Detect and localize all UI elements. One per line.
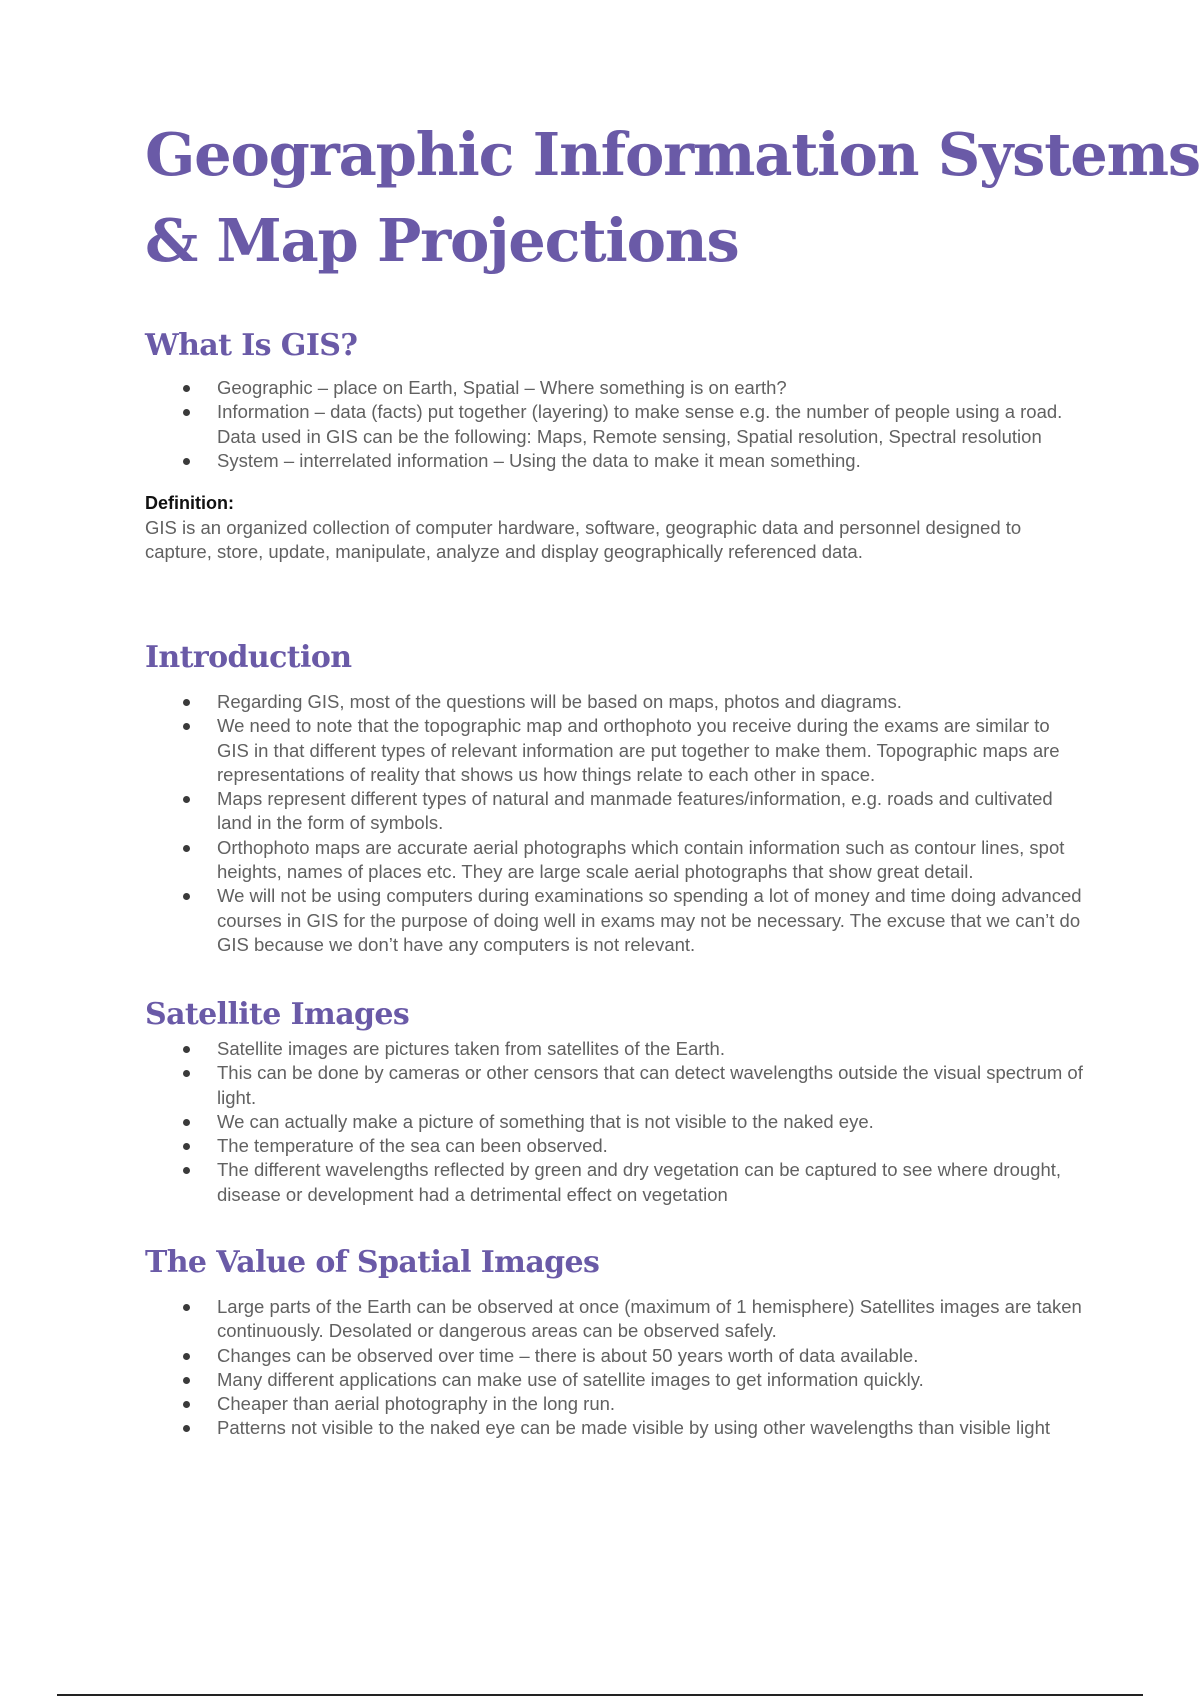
- section-introduction: [145, 638, 1085, 957]
- bullet-list: [145, 376, 1085, 473]
- list-item: Cheaper than aerial photography in the long run.: [145, 1392, 1085, 1416]
- section-what-is-gis: [145, 326, 1085, 565]
- list-item: This can be done by cameras or other censors that can detect wavelengths outside the visual spectrum of light.: [145, 1061, 1085, 1110]
- section-heading: Introduction: [145, 640, 352, 675]
- bullet-icon: [183, 893, 190, 900]
- definition-label: Definition:: [145, 493, 234, 514]
- section-heading: The Value of Spatial Images: [145, 1245, 600, 1280]
- list-item: We can actually make a picture of something that is not visible to the naked eye.: [145, 1110, 1085, 1134]
- bullet-icon: [183, 723, 190, 730]
- bullet-icon: [183, 409, 190, 416]
- list-item: Geographic – place on Earth, Spatial – Where something is on earth?: [145, 376, 1085, 400]
- bullet-icon: [183, 1070, 190, 1077]
- list-item: Large parts of the Earth can be observed at once (maximum of 1 hemisphere) Satellites images are taken continuously. Desolated or dangerous areas can be observed safely.: [145, 1295, 1085, 1344]
- bullet-icon: [183, 1143, 190, 1150]
- list-item: Satellite images are pictures taken from satellites of the Earth.: [145, 1037, 1085, 1061]
- list-item: System – interrelated information – Using the data to make it mean something.: [145, 449, 1085, 473]
- bullet-list: [145, 1295, 1085, 1441]
- document-title: [145, 112, 1200, 284]
- bullet-icon: [183, 1119, 190, 1126]
- bullet-icon: [183, 796, 190, 803]
- section-heading: Satellite Images: [145, 997, 410, 1032]
- bullet-icon: [183, 1304, 190, 1311]
- bullet-icon: [183, 699, 190, 706]
- bullet-icon: [183, 1353, 190, 1360]
- bullet-icon: [183, 1167, 190, 1174]
- list-item: Information – data (facts) put together (layering) to make sense e.g. the number of people using a road. Data used in GIS can be the following: Maps, Remote sensing, Spatial resolution, Spectral resolution: [145, 400, 1085, 449]
- list-item: Many different applications can make use of satellite images to get information quickly.: [145, 1368, 1085, 1392]
- list-item: The temperature of the sea can been observed.: [145, 1134, 1085, 1158]
- bullet-icon: [183, 458, 190, 465]
- section-satellite-images: [145, 995, 1085, 1207]
- document-title-line-1: Geographic Information Systems: [145, 120, 1200, 189]
- list-item: Maps represent different types of natural and manmade features/information, e.g. roads and cultivated land in the form of symbols.: [145, 787, 1085, 836]
- list-item: The different wavelengths reflected by green and dry vegetation can be captured to see where drought, disease or development had a detrimental effect on vegetation: [145, 1158, 1085, 1207]
- document-title-line-2: & Map Projections: [145, 206, 739, 275]
- bullet-icon: [183, 1425, 190, 1432]
- bullet-icon: [183, 845, 190, 852]
- list-item: Changes can be observed over time – there is about 50 years worth of data available.: [145, 1344, 1085, 1368]
- list-item: Patterns not visible to the naked eye can be made visible by using other wavelengths than visible light: [145, 1416, 1085, 1440]
- bullet-icon: [183, 1401, 190, 1408]
- list-item: Orthophoto maps are accurate aerial photographs which contain information such as contour lines, spot heights, names of places etc. They are large scale aerial photographs that show great detail.: [145, 836, 1085, 885]
- bullet-icon: [183, 385, 190, 392]
- section-value-of-spatial-images: [145, 1243, 1085, 1441]
- list-item: We need to note that the topographic map and orthophoto you receive during the exams are similar to GIS in that different types of relevant information are put together to make them. Topographic maps are representations of reality that shows us how things relate to each other in space.: [145, 714, 1085, 787]
- section-heading: What Is GIS?: [145, 328, 358, 363]
- bullet-icon: [183, 1377, 190, 1384]
- bullet-icon: [183, 1046, 190, 1053]
- definition-text: GIS is an organized collection of computer hardware, software, geographic data and personnel designed to capture, store, update, manipulate, analyze and display geographically referenced data.: [145, 517, 1022, 563]
- list-item: Regarding GIS, most of the questions will be based on maps, photos and diagrams.: [145, 690, 1085, 714]
- bullet-list: [145, 1037, 1085, 1207]
- footer-divider: [57, 1694, 1143, 1696]
- bullet-list: [145, 690, 1085, 957]
- list-item: We will not be using computers during examinations so spending a lot of money and time doing advanced courses in GIS for the purpose of doing well in exams may not be necessary. The excuse that we can’t do GIS because we don’t have any computers is not relevant.: [145, 884, 1085, 957]
